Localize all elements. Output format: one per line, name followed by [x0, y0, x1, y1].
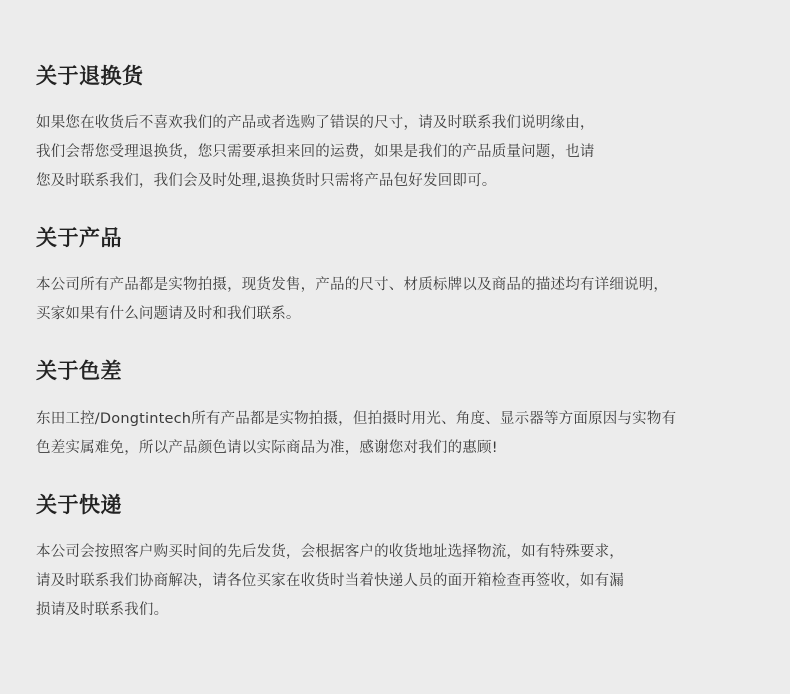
section-body-shipping — [36, 538, 754, 625]
section-shipping — [36, 493, 754, 625]
section-shipping-line-3: 损请及时联系我们。 — [36, 601, 169, 618]
section-body-returns — [36, 109, 754, 196]
section-shipping-line-1: 本公司会按照客户购买时间的先后发货，会根据客户的收货地址选择物流，如有特殊要求， — [36, 543, 624, 560]
section-body-color-difference — [36, 405, 754, 463]
section-returns-line-2: 我们会帮您受理退换货，您只需要承担来回的运费，如果是我们的产品质量问题，也请 — [36, 144, 595, 161]
section-product-line-1: 本公司所有产品都是实物拍摄，现货发售，产品的尺寸、材质标牌以及商品的描述均有详细说明， — [36, 277, 669, 294]
section-returns — [36, 64, 754, 196]
section-body-product — [36, 271, 754, 329]
section-title-product: 关于产品 — [36, 226, 122, 251]
section-shipping-line-2: 请及时联系我们协商解决，请各位买家在收货时当着快递人员的面开箱检查再签收，如有漏 — [36, 572, 624, 589]
section-returns-line-3: 您及时联系我们，我们会及时处理,退换货时只需将产品包好发回即可。 — [36, 173, 497, 190]
section-product — [36, 226, 754, 329]
section-color-difference-line-2: 色差实属难免，所以产品颜色请以实际商品为准，感谢您对我们的惠顾! — [36, 439, 498, 456]
section-title-returns: 关于退换货 — [36, 64, 144, 88]
section-title-color-difference: 关于色差 — [36, 359, 122, 384]
section-color-difference — [36, 359, 754, 462]
section-color-difference-line-1: 东田工控/Dongtintech所有产品都是实物拍摄，但拍摄时用光、角度、显示器等方面原因与实物有 — [36, 410, 677, 427]
section-product-line-2: 买家如果有什么问题请及时和我们联系。 — [36, 306, 301, 323]
section-returns-line-1: 如果您在收货后不喜欢我们的产品或者选购了错误的尺寸，请及时联系我们说明缘由， — [36, 115, 595, 132]
section-title-shipping: 关于快递 — [36, 492, 122, 517]
